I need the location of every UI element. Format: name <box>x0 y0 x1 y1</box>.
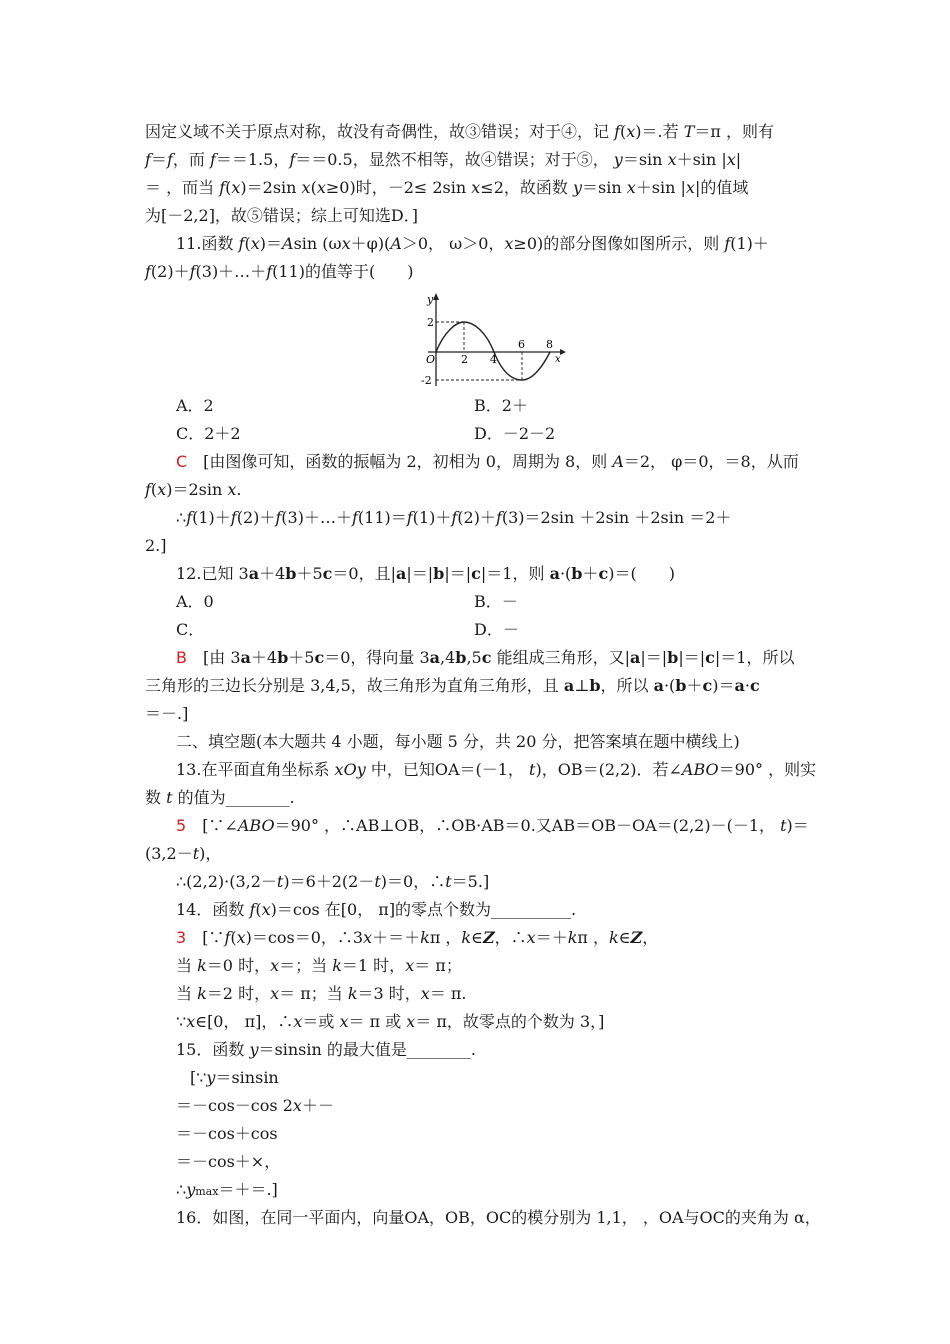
text-line-1: 因定义域不关于原点对称，故没有奇偶性，故③错误；对于④，记 f(x)＝.若 T＝π ，则有 <box>145 122 774 141</box>
y-axis-arrow <box>433 293 439 300</box>
text-line-20: 13.在平面直角坐标系 xOy 中，已知OA＝(－1， t)，OB＝(2,2)．若∠ABO＝90° ，则实 <box>176 760 817 779</box>
tick-x-8: 8 <box>546 338 553 351</box>
sine-curve <box>436 322 550 380</box>
tick-x-4: 4 <box>490 353 497 366</box>
text-line-2: f＝f，而 f＝＝1.5，f＝＝0.5，显然不相等，故④错误；对于⑤， y＝sin x＋sin |x| <box>145 150 742 169</box>
sine-graph-svg <box>418 290 568 390</box>
text-line-30: 15．函数 y＝sinsin 的最大值是________. <box>176 1040 476 1059</box>
text-line-6: f(2)＋f(3)＋…＋f(11)的值等于( ) <box>145 262 414 281</box>
text-line-3: ＝ ，而当 f(x)＝2sin x(x≥0)时，－2≤ 2sin x≤2，故函数 y＝sin x＋sin |x|的值域 <box>145 178 749 197</box>
x-label: x <box>555 354 561 365</box>
text-line-36: 16．如图，在同一平面内，向量OA，OB，OC的模分别为 1,1， ，OA与OC的夹角为 α， <box>176 1208 821 1227</box>
text-line-33: ＝－cos＋cos <box>176 1124 278 1143</box>
text-line-26: 3 [∵f(x)＝cos＝0，∴3x＋＝＋kπ ，k∈Z，∴x＝＋kπ ，k∈Z， <box>176 928 659 947</box>
text-line-9: C [由图像可知，函数的振幅为 2，初相为 0，周期为 8，则 A＝2， φ＝0，＝8，从而 <box>176 452 799 471</box>
sine-graph <box>418 290 568 390</box>
text-line-17: 三角形的三边长分别是 3,4,5，故三角形为直角三角形，且 a⊥b，所以 a·(b＋c)＝a·c <box>145 676 760 695</box>
text-line-23: (3,2－t)， <box>145 844 222 863</box>
text-line-16: B [由 3a＋4b＋5c＝0，得向量 3a,4b,5c 能组成三角形，又|a|＝|b|＝|c|＝1，所以 <box>176 648 795 667</box>
tick-y-neg2: -2 <box>421 374 432 387</box>
text-line-34: ＝－cos＋×， <box>176 1152 281 1171</box>
tick-y-2: 2 <box>427 316 434 329</box>
text-line-29: ∵x∈[0， π]，∴x＝或 x＝ π 或 x＝ π，故零点的个数为 3，] <box>176 1012 605 1031</box>
text-line-18: ＝－.] <box>145 704 189 723</box>
y-label: y <box>427 293 434 306</box>
text-line-8: C．2＋2 D．－2－2 <box>176 424 556 443</box>
text-line-10: f(x)＝2sin x. <box>145 480 242 499</box>
x-axis-arrow <box>560 349 566 355</box>
text-line-7: A．2 B．2＋ <box>176 396 528 415</box>
text-line-13: 12.已知 3a＋4b＋5c＝0，且|a|＝|b|＝|c|＝1，则 a·(b＋c)＝( ) <box>176 564 675 583</box>
text-line-12: 2.] <box>145 536 167 555</box>
text-line-14: A．0 B．－ <box>176 592 518 611</box>
text-line-24: ∴(2,2)·(3,2－t)＝6＋2(2－t)＝0，∴t＝5.] <box>176 872 490 891</box>
text-line-35: ∴ymax＝＋＝.] <box>176 1180 278 1199</box>
text-line-32: ＝－cos－cos 2x＋－ <box>176 1096 334 1115</box>
tick-x-6: 6 <box>518 338 525 351</box>
text-line-19: 二、填空题(本大题共 4 小题，每小题 5 分，共 20 分，把答案填在题中横线上) <box>176 732 740 751</box>
text-line-21: 数 t 的值为________. <box>145 788 295 807</box>
text-line-11: ∴f(1)＋f(2)＋f(3)＋…＋f(11)＝f(1)＋f(2)＋f(3)＝2sin ＋2sin ＋2sin ＝2＋ <box>176 508 732 527</box>
text-line-15: C． D．－ <box>176 620 519 639</box>
origin-label: O <box>426 353 436 366</box>
text-line-31: [∵y＝sinsin <box>190 1068 279 1087</box>
text-line-22: 5 [∵∠ABO＝90° ，∴AB⊥OB，∴OB·AB＝0.又AB＝OB－OA＝(2,2)－(－1， t)＝ <box>176 816 809 835</box>
tick-x-2: 2 <box>461 353 468 366</box>
text-line-28: 当 k＝2 时，x＝ π；当 k＝3 时，x＝ π. <box>176 984 467 1003</box>
text-line-4: 为[－2,2]，故⑤错误；综上可知选D．] <box>145 206 419 225</box>
text-line-5: 11.函数 f(x)＝Asin (ωx＋φ)(A＞0， ω＞0，x≥0)的部分图像如图所示，则 f(1)＋ <box>176 234 769 253</box>
text-line-25: 14．函数 f(x)＝cos 在[0， π]的零点个数为__________. <box>176 900 577 919</box>
text-line-27: 当 k＝0 时，x＝；当 k＝1 时，x＝ π； <box>176 956 462 975</box>
